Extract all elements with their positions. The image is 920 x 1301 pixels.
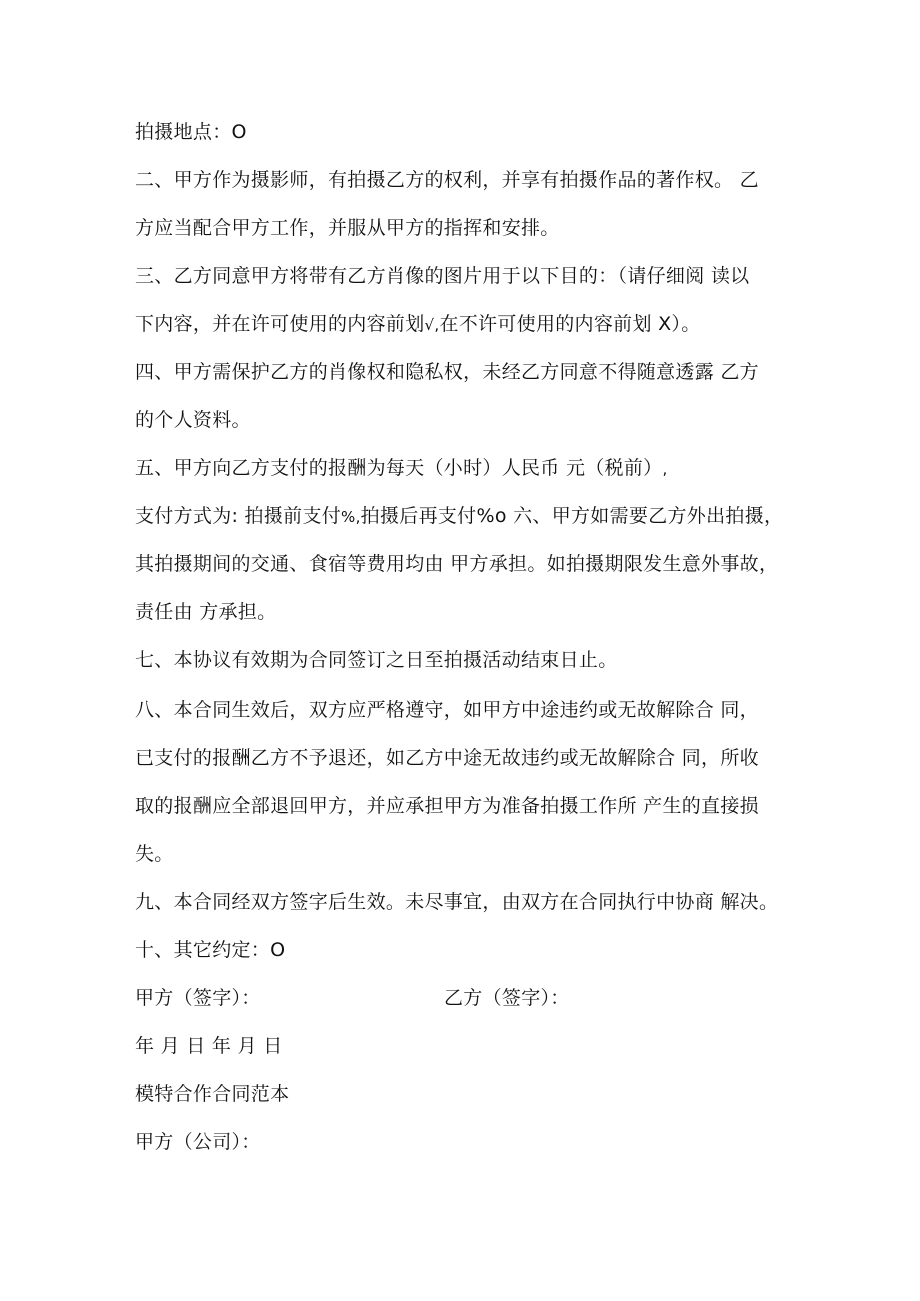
clause-8-line-4: 失。 (135, 843, 174, 865)
clause-5-comma: , (662, 460, 668, 478)
clause-10-line: 十、其它约定：O (135, 939, 286, 961)
clause-8-line-3: 取的报酬应全部退回甲方，并应承担甲方为准备拍摄工作所 产生的直接损 (135, 795, 759, 817)
party-b-signature-label: 乙方（签字）： (444, 987, 570, 1009)
clause-3-text-a: 下内容，并在许可使用的内容前划 (135, 313, 425, 335)
clause-2-line-1: 二、甲方作为摄影师，有拍摄乙方的权利，并享有拍摄作品的著作权。 乙 (135, 169, 759, 191)
next-document-party-a: 甲方（公司）： (135, 1131, 261, 1153)
clause-5-line-1 (135, 455, 815, 482)
clause-4-line-1: 四、甲方需保护乙方的肖像权和隐私权，未经乙方同意不得随意透露 乙方 (135, 361, 759, 383)
clause-8-line-2: 已支付的报酬乙方不予退还，如乙方中途无故违约或无故解除合 同，所收 (135, 747, 759, 769)
payment-text-b: 拍摄后再支付%o 六、甲方如需要乙方外出拍摄， (360, 505, 784, 527)
payment-percent: %, (341, 508, 361, 526)
clause-6-line-3: 责任由 方承担。 (135, 601, 277, 623)
next-document-title: 模特合作合同范本 (135, 1083, 290, 1105)
clause-3-text-b: 在不许可使用的内容前划 X）。 (439, 313, 701, 335)
checkmark-symbol: √, (424, 316, 440, 334)
clause-9-line: 九、本合同经双方签字后生效。未尽事宜，由双方在合同执行中协商 解决。 (135, 891, 779, 913)
payment-text-a: 支付方式为: 拍摄前支付 (135, 505, 342, 527)
clause-5-text: 五、甲方向乙方支付的报酬为每天（小时）人民币 元（税前） (135, 457, 663, 479)
clause-4-line-2: 的个人资料。 (135, 409, 251, 431)
clause-3-line-2 (135, 311, 815, 338)
clause-2-line-2: 方应当配合甲方工作，并服从甲方的指挥和安排。 (135, 217, 560, 239)
clause-7-line: 七、本协议有效期为合同签订之日至拍摄活动结束日止。 (135, 649, 618, 671)
clause-6-line-2: 其拍摄期间的交通、食宿等费用均由 甲方承担。如拍摄期限发生意外事故， (135, 553, 779, 575)
signature-date-line: 年 月 日 年 月 日 (135, 1035, 283, 1057)
shooting-location-line: 拍摄地点：O (135, 121, 247, 143)
clause-8-line-1: 八、本合同生效后，双方应严格遵守，如甲方中途违约或无故解除合 同， (135, 699, 759, 721)
clause-3-line-1: 三、乙方同意甲方将带有乙方肖像的图片用于以下目的：（请仔细阅 读以 (135, 265, 750, 287)
payment-method-line (135, 503, 815, 530)
party-a-signature-label: 甲方（签字）： (135, 987, 261, 1009)
